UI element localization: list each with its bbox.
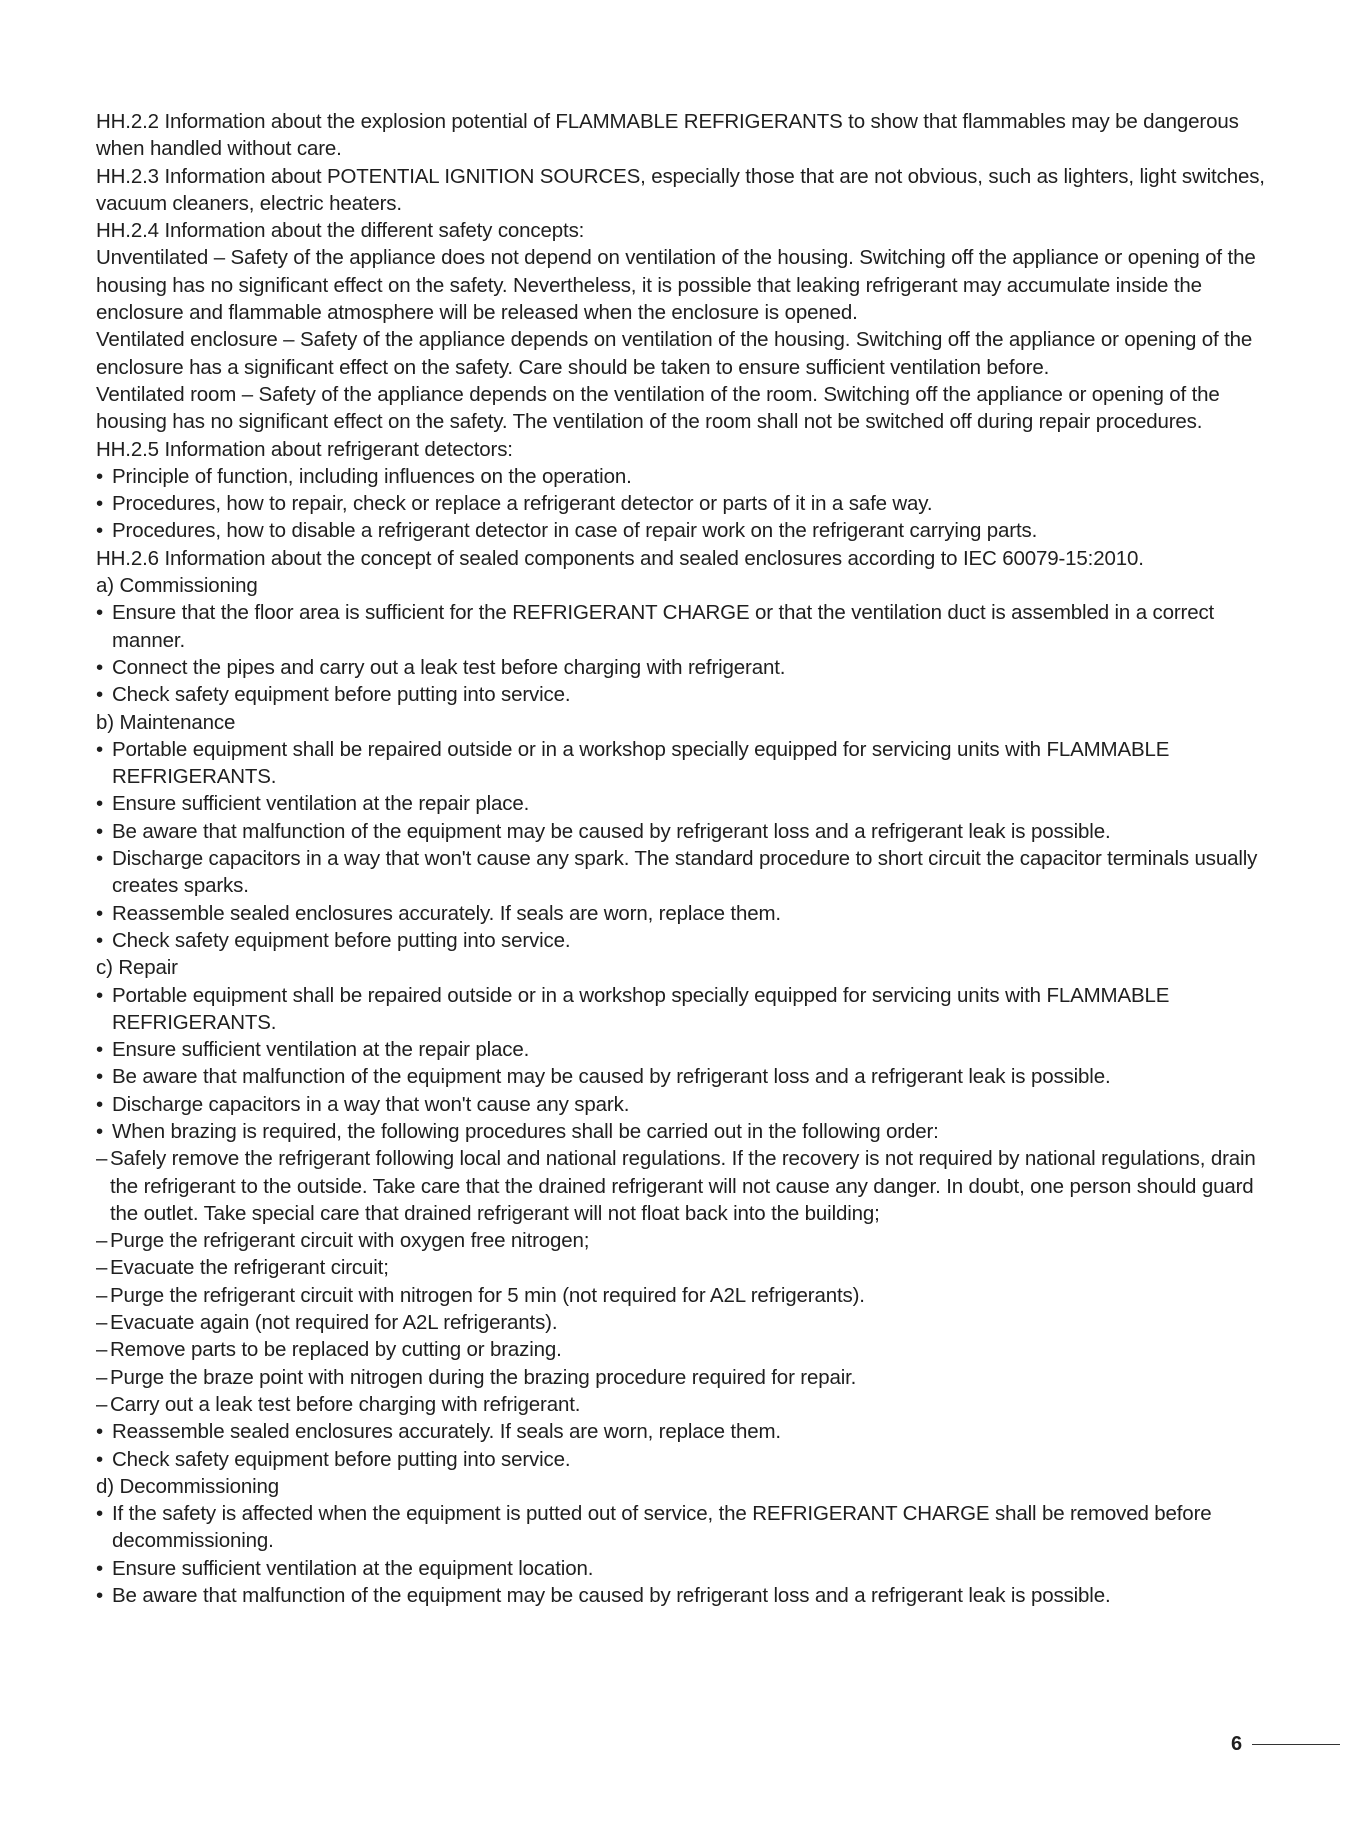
bullet-item: • Portable equipment shall be repaired outside or in a workshop specially equipped for servicing units with FLAMMABLE REFRIGERANTS. bbox=[96, 982, 1276, 1037]
dash-item: – Remove parts to be replaced by cutting or brazing. bbox=[96, 1336, 1276, 1363]
paragraph: Unventilated – Safety of the appliance does not depend on ventilation of the housing. Switching off the appliance or opening of the housing has no significant effect on the safety. Nevertheless, it is possible that leaking refrigerant may accumulate inside the enclosure and flammable atmosphere will be released when the enclosure is opened. bbox=[96, 246, 1256, 325]
bullet-item: • Reassemble sealed enclosures accurately. If seals are worn, replace them. bbox=[96, 1418, 1276, 1445]
bullet-item: • Ensure that the floor area is sufficient for the REFRIGERANT CHARGE or that the ventilation duct is assembled in a correct manner. bbox=[96, 599, 1276, 654]
bullet-item: • Check safety equipment before putting into service. bbox=[96, 1446, 1276, 1473]
dash-item: – Purge the braze point with nitrogen during the brazing procedure required for repair. bbox=[96, 1364, 1276, 1391]
page-number: 6 bbox=[1231, 1733, 1243, 1755]
bullet-item: • Discharge capacitors in a way that won't cause any spark. The standard procedure to short circuit the capacitor terminals usually creates sparks. bbox=[96, 845, 1276, 900]
page-number-rule bbox=[1252, 1744, 1340, 1745]
paragraph: Ventilated enclosure – Safety of the appliance depends on ventilation of the housing. Switching off the appliance or opening of the enclosure has a significant effect on the safety. Care should be taken to ensure sufficient ventilation before. bbox=[96, 328, 1253, 379]
dash-item: – Purge the refrigerant circuit with oxygen free nitrogen; bbox=[96, 1227, 1276, 1254]
dash-item: – Carry out a leak test before charging with refrigerant. bbox=[96, 1391, 1276, 1418]
bullet-item: • Check safety equipment before putting into service. bbox=[96, 927, 1276, 954]
dash-item: – Safely remove the refrigerant following local and national regulations. If the recovery is not required by national regulations, drain the refrigerant to the outside. Take care that the drained refrigerant will not cause any danger. In doubt, one person should guard the outlet. Take special care that drained refrigerant will not float back into the building; bbox=[96, 1145, 1276, 1227]
paragraph: HH.2.5 Information about refrigerant detectors: bbox=[96, 437, 513, 461]
paragraph: HH.2.6 Information about the concept of sealed components and sealed enclosures according to IEC 60079-15:2010. bbox=[96, 546, 1144, 570]
bullet-item: • If the safety is affected when the equipment is putted out of service, the REFRIGERANT CHARGE shall be removed before decommissioning. bbox=[96, 1500, 1276, 1555]
bullet-item: • Portable equipment shall be repaired outside or in a workshop specially equipped for servicing units with FLAMMABLE REFRIGERANTS. bbox=[96, 736, 1276, 791]
dash-item: – Evacuate the refrigerant circuit; bbox=[96, 1254, 1276, 1281]
bullet-item: • Ensure sufficient ventilation at the repair place. bbox=[96, 1036, 1276, 1063]
bullet-item: • Ensure sufficient ventilation at the repair place. bbox=[96, 790, 1276, 817]
bullet-item: • Ensure sufficient ventilation at the equipment location. bbox=[96, 1555, 1276, 1582]
bullet-item: • Procedures, how to disable a refrigerant detector in case of repair work on the refrigerant carrying parts. bbox=[96, 517, 1276, 544]
bullet-item: • Discharge capacitors in a way that won't cause any spark. bbox=[96, 1091, 1276, 1118]
paragraph: HH.2.2 Information about the explosion potential of FLAMMABLE REFRIGERANTS to show that flammables may be dangerous when handled without care. bbox=[96, 110, 1239, 161]
paragraph: a) Commissioning bbox=[96, 574, 258, 598]
paragraph: HH.2.3 Information about POTENTIAL IGNITION SOURCES, especially those that are not obvious, such as lighters, light switches, vacuum cleaners, electric heaters. bbox=[96, 164, 1265, 215]
bullet-item: • Reassemble sealed enclosures accurately. If seals are worn, replace them. bbox=[96, 900, 1276, 927]
paragraph: d) Decommissioning bbox=[96, 1474, 280, 1498]
bullet-item: • Principle of function, including influences on the operation. bbox=[96, 463, 1276, 490]
dash-item: – Evacuate again (not required for A2L refrigerants). bbox=[96, 1309, 1276, 1336]
paragraph: Ventilated room – Safety of the appliance depends on the ventilation of the room. Switching off the appliance or opening of the housing has no significant effect on the safety. The ventilation of the room shall not be switched off during repair procedures. bbox=[96, 382, 1220, 434]
bullet-item: • Be aware that malfunction of the equipment may be caused by refrigerant loss and a refrigerant leak is possible. bbox=[96, 818, 1276, 845]
bullet-item: • Check safety equipment before putting into service. bbox=[96, 681, 1276, 708]
bullet-item: • Be aware that malfunction of the equipment may be caused by refrigerant loss and a refrigerant leak is possible. bbox=[96, 1582, 1276, 1609]
dash-item: – Purge the refrigerant circuit with nitrogen for 5 min (not required for A2L refrigerants). bbox=[96, 1282, 1276, 1309]
paragraph: c) Repair bbox=[96, 956, 178, 980]
paragraph: b) Maintenance bbox=[96, 710, 236, 734]
bullet-item: • Procedures, how to repair, check or replace a refrigerant detector or parts of it in a safe way. bbox=[96, 490, 1276, 517]
bullet-item: • Be aware that malfunction of the equipment may be caused by refrigerant loss and a refrigerant leak is possible. bbox=[96, 1063, 1276, 1090]
bullet-item: • When brazing is required, the following procedures shall be carried out in the following order: bbox=[96, 1118, 1276, 1145]
paragraph: HH.2.4 Information about the different safety concepts: bbox=[96, 219, 585, 243]
bullet-item: • Connect the pipes and carry out a leak test before charging with refrigerant. bbox=[96, 654, 1276, 681]
document-body bbox=[96, 108, 1276, 1609]
